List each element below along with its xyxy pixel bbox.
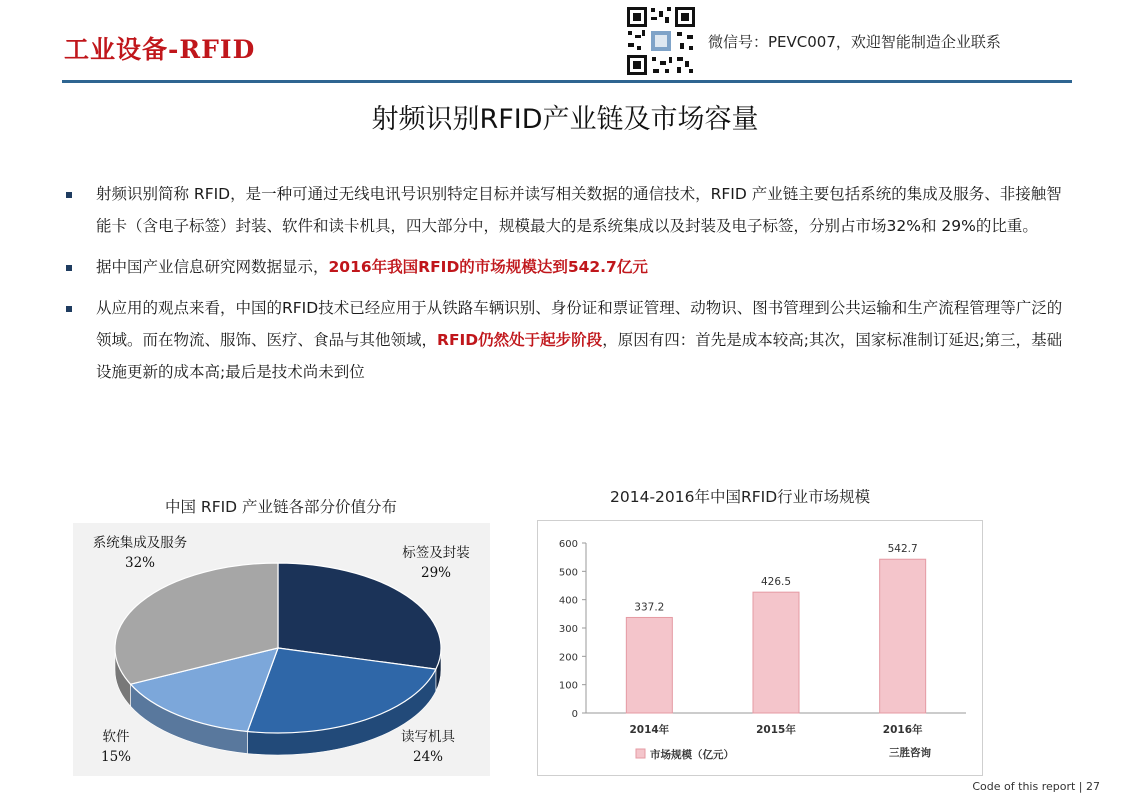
bar-value-label: 426.5 bbox=[760, 576, 792, 589]
bar bbox=[753, 592, 799, 713]
bar-chart-caption: 2014-2016年中国RFID行业市场规模 bbox=[610, 488, 871, 506]
brand-title: 工业设备-RFID bbox=[64, 35, 256, 64]
x-tick-label: 2016年 bbox=[882, 724, 923, 736]
bullet-text: 据中国产业信息研究网数据显示， bbox=[96, 258, 329, 276]
pie-chart bbox=[73, 523, 490, 776]
bar-value-label: 542.7 bbox=[887, 543, 918, 556]
y-tick-label: 200 bbox=[558, 652, 578, 664]
y-tick-label: 600 bbox=[558, 539, 578, 550]
bullet-item bbox=[64, 178, 1064, 242]
pie-chart-caption: 中国 RFID 产业链各部分价值分布 bbox=[165, 498, 398, 516]
y-tick-label: 500 bbox=[558, 567, 578, 579]
pie-label-system-integration bbox=[75, 533, 205, 573]
pie-label-software bbox=[81, 727, 151, 767]
bullet-text: ，原因有四：首先是成本较高;其次，国家标准制订延迟;第三，基础设施更新的成本高;最后是技术尚未到位 bbox=[96, 331, 1063, 381]
y-tick-label: 400 bbox=[558, 595, 578, 607]
pie-label-percent: 29% bbox=[420, 565, 451, 581]
pie-label-percent: 24% bbox=[412, 749, 443, 765]
bullet-marker bbox=[66, 306, 72, 312]
pie-label-percent: 15% bbox=[100, 749, 131, 765]
bullet-marker bbox=[66, 265, 72, 271]
y-tick-label: 100 bbox=[558, 680, 578, 692]
chart-source: 三胜咨询 bbox=[889, 747, 931, 759]
y-tick-label: 300 bbox=[558, 624, 578, 635]
slide-title: 射频识别RFID产业链及市场容量 bbox=[371, 104, 759, 135]
pie-label-name: 软件 bbox=[102, 729, 130, 745]
pie-label-percent: 32% bbox=[124, 555, 155, 571]
pie-label-name: 标签及封装 bbox=[402, 545, 470, 561]
pie-label-reader bbox=[383, 727, 473, 767]
footer-page-info: Code of this report | 27 bbox=[972, 780, 1100, 793]
header-divider bbox=[62, 80, 1072, 83]
legend-label: 市场规模（亿元） bbox=[650, 749, 734, 761]
bar-chart bbox=[537, 520, 983, 776]
pie-label-name: 系统集成及服务 bbox=[92, 535, 188, 551]
wechat-contact: 微信号：PEVC007，欢迎智能制造企业联系 bbox=[708, 33, 1001, 51]
bullet-item bbox=[64, 251, 1064, 283]
bar-value-label: 337.2 bbox=[634, 601, 665, 614]
legend-swatch bbox=[636, 749, 645, 758]
bar-chart-svg bbox=[538, 521, 982, 775]
bullet-highlight: 2016年我国RFID的市场规模达到542.7亿元 bbox=[328, 258, 648, 276]
x-tick-label: 2015年 bbox=[756, 724, 796, 736]
bar bbox=[626, 617, 672, 713]
bullet-item bbox=[64, 292, 1064, 388]
x-tick-label: 2014年 bbox=[629, 724, 670, 736]
qr-code bbox=[625, 5, 697, 77]
bullet-marker bbox=[66, 192, 72, 198]
bar bbox=[880, 559, 926, 713]
bullet-highlight: RFID仍然处于起步阶段 bbox=[437, 331, 603, 349]
bullet-text: 从应用的观点来看，中国的RFID技术已经应用于从铁路车辆识别、身份证和票证管理、动物识、图书管理到公共运输和生产流程管理等广泛的领域。而在物流、服饰、医疗、食品与其他领域， bbox=[96, 299, 1063, 349]
bullet-list bbox=[64, 178, 1064, 397]
bullet-text: 射频识别简称 RFID，是一种可通过无线电讯号识别特定目标并读写相关数据的通信技术，RFID 产业链主要包括系统的集成及服务、非接触智能卡（含电子标签）封装、软件和读卡机具，四大部分中，规模最大的是系统集成以及封装及电子标签，分别占市场32%和 29%的比重。 bbox=[96, 185, 1062, 235]
pie-label-tags-packaging bbox=[386, 543, 486, 583]
pie-label-name: 读写机具 bbox=[401, 729, 455, 745]
y-tick-label: 0 bbox=[571, 709, 578, 720]
